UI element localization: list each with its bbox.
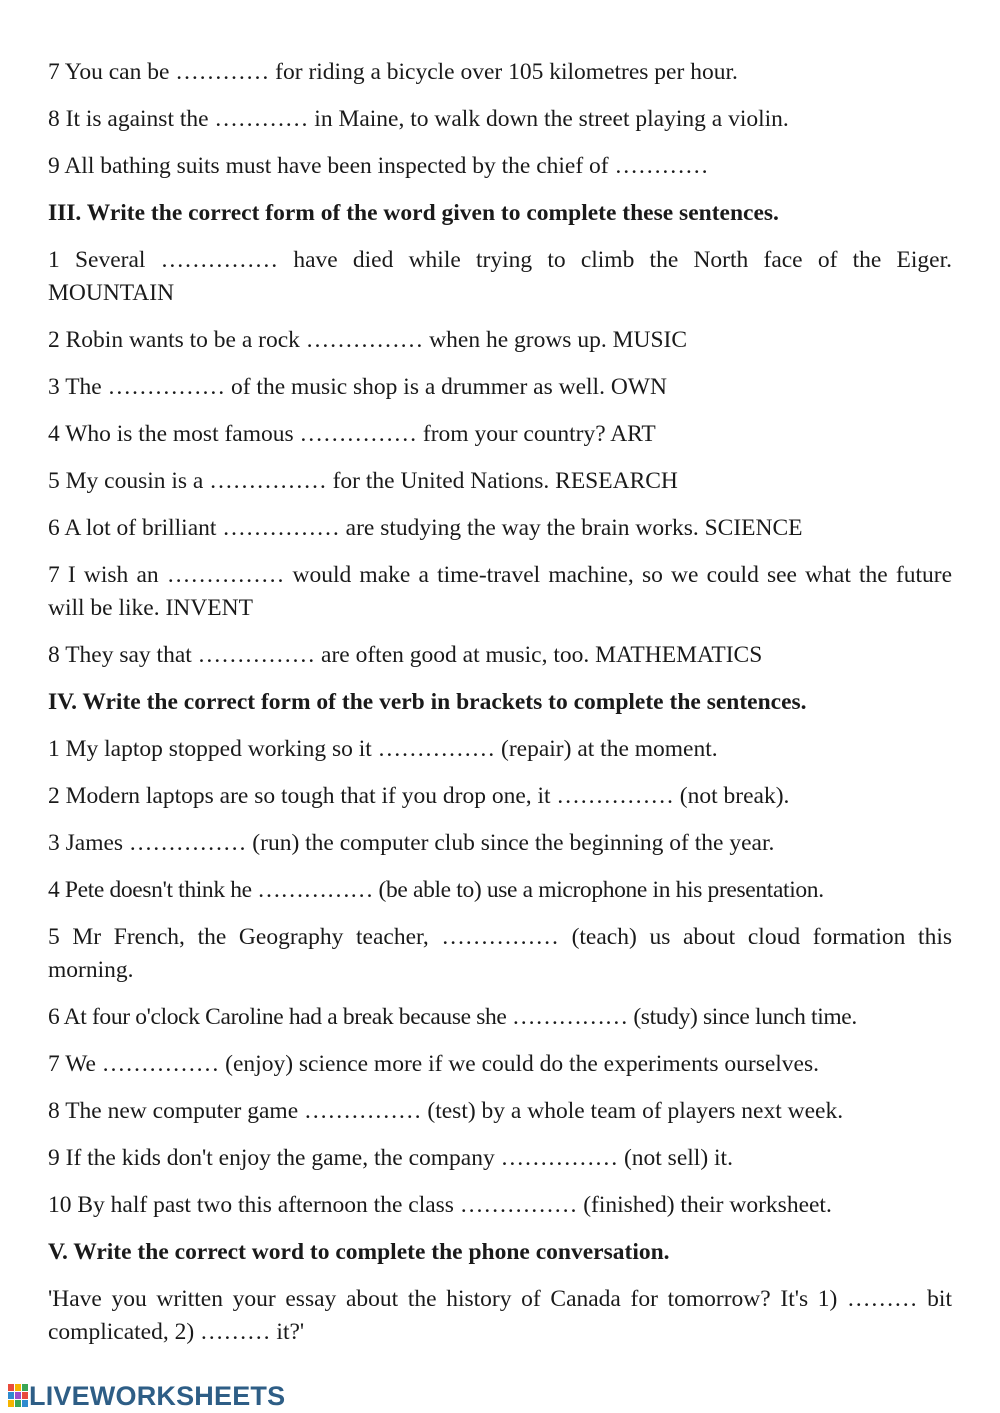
exercise-item: 7 You can be ………… for riding a bicycle over 105 kilometres per hour. [48,59,738,85]
conversation-text: 'Have you written your essay about the history of Canada for tomorrow? It's 1) ……… bit complicated, 2) ……… it?' [48,1286,952,1345]
section-heading-v: V. Write the correct word to complete the phone conversation. [48,1239,670,1265]
exercise-item: 5 Mr French, the Geography teacher, …………… (teach) us about cloud formation this morning. [48,924,952,983]
exercise-item: 3 James …………… (run) the computer club since the beginning of the year. [48,830,775,856]
liveworksheets-logo-icon [8,1384,28,1408]
liveworksheets-logo [8,1379,285,1413]
exercise-item: 1 My laptop stopped working so it …………… (repair) at the moment. [48,736,718,762]
exercise-item: 2 Robin wants to be a rock …………… when he grows up. MUSIC [48,327,688,353]
logo-text: LIVEWORKSHEETS [29,1380,286,1411]
exercise-item: 7 We …………… (enjoy) science more if we could do the experiments ourselves. [48,1051,820,1077]
section-heading-iii: III. Write the correct form of the word given to complete these sentences. [48,200,779,226]
exercise-item: 7 I wish an …………… would make a time-travel machine, so we could see what the future will be like. INVENT [48,562,952,621]
exercise-item: 3 The …………… of the music shop is a drummer as well. OWN [48,374,667,400]
exercise-item: 6 A lot of brilliant …………… are studying the way the brain works. SCIENCE [48,515,803,541]
exercise-item: 5 My cousin is a …………… for the United Nations. RESEARCH [48,468,678,494]
section-heading-iv: IV. Write the correct form of the verb in brackets to complete the sentences. [48,689,807,715]
exercise-item: 10 By half past two this afternoon the class …………… (finished) their worksheet. [48,1192,832,1218]
exercise-item: 8 They say that …………… are often good at music, too. MATHEMATICS [48,642,763,668]
exercise-item: 8 It is against the ………… in Maine, to walk down the street playing a violin. [48,106,789,132]
worksheet-page [48,56,952,1363]
exercise-item: 9 If the kids don't enjoy the game, the company …………… (not sell) it. [48,1145,733,1171]
exercise-item: 4 Who is the most famous …………… from your country? ART [48,421,656,447]
exercise-item: 8 The new computer game …………… (test) by a whole team of players next week. [48,1098,844,1124]
exercise-item: 1 Several …………… have died while trying to climb the North face of the Eiger. MOUNTAIN [48,247,952,306]
exercise-item: 4 Pete doesn't think he …………… (be able to) use a microphone in his presentation. [48,877,824,903]
exercise-item: 2 Modern laptops are so tough that if you drop one, it …………… (not break). [48,783,790,809]
exercise-item: 6 At four o'clock Caroline had a break because she …………… (study) since lunch time. [48,1004,857,1030]
exercise-item: 9 All bathing suits must have been inspected by the chief of ………… [48,153,709,179]
